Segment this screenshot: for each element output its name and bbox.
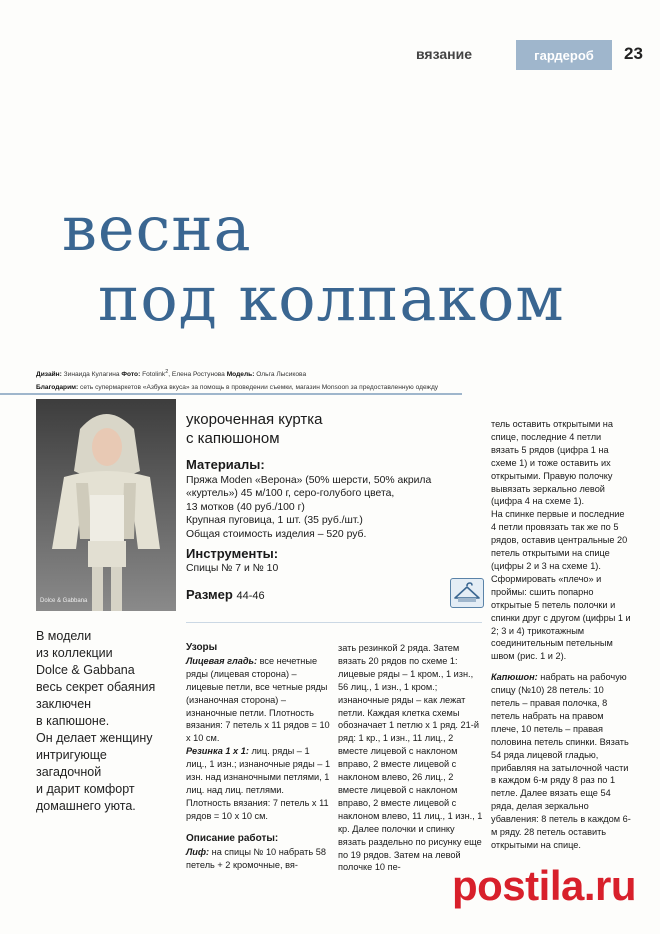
paragraph [491, 671, 631, 852]
watermark: postila.ru [452, 862, 637, 909]
text-column-3 [491, 418, 631, 852]
paragraph-text: тель оставить открытыми на спице, последние 4 петли вязать 5 рядов (цифра 1 на схеме 1) и тоже оставить их открытыми. Правую полочку вывязать зеркально левой (цифра 4 на схеме 1). [491, 419, 613, 507]
section-heading: Узоры [186, 642, 218, 653]
quote-line: загадочной [36, 765, 102, 779]
quote-line: и дарит комфорт [36, 782, 135, 796]
credits [36, 366, 656, 394]
spacer [491, 663, 631, 671]
quote-line: Он делает женщину [36, 731, 153, 745]
paragraph-text: на спицы № 10 набрать 58 петель + 2 кромочные, вя- [186, 846, 326, 870]
paragraph-text: все нечетные ряды (лицевая сторона) – лицевые петли, все четные ряды (изнаночная сторона) – изнаночные петли. Плотность вязания: 7 петель х 11 рядов = 10 х 10 см. [186, 655, 330, 744]
term: Лицевая гладь: [186, 655, 258, 666]
materials-line: Крупная пуговица, 1 шт. (35 руб./шт.) [186, 515, 363, 527]
text-column-1 [186, 642, 331, 871]
page-number: 23 [624, 44, 643, 63]
credit-label: Благодарим: [36, 384, 79, 392]
term: Капюшон: [491, 672, 538, 683]
garment-title [186, 410, 476, 448]
credit-value: Ольга Лысикова [254, 371, 307, 379]
garment-title-line: укороченная куртка [186, 411, 323, 428]
credit-sup: 2 [165, 369, 169, 375]
credit-value: Зинаида Кулагина [61, 371, 122, 379]
credit-value: , Елена Ростунова [168, 371, 227, 379]
materials-line: Пряжа Moden «Верона» (50% шерсти, 50% акрила [186, 475, 432, 486]
credit-label: Модель: [226, 371, 255, 379]
quote-line: заключен [36, 697, 92, 711]
model-photo-illustration [36, 399, 176, 611]
quote-line: интригующе [36, 748, 107, 762]
sidebar-quote [36, 628, 176, 815]
photo-caption: Dolce & Gabbana [40, 598, 88, 604]
term: Лиф: [186, 846, 210, 857]
quote-line: домашнего уюта. [36, 799, 136, 813]
quote-line: Dolce & Gabbana [36, 663, 135, 677]
paragraph [186, 745, 331, 822]
credits-line1 [36, 366, 656, 381]
credit-value: Fotolink [140, 371, 166, 379]
rubric-tab: гардероб [516, 40, 612, 70]
paragraph-text: лиц. ряды – 1 лиц., 1 изн.; изнаночные ряды – 1 изн. над изнаночными петлями, 1 лиц. над лиц. петлями. Плотность вязания: 7 петель х 11 рядов = 10 х 10 см. [186, 746, 331, 821]
size-line [186, 587, 265, 602]
credit-label: Фото: [121, 371, 141, 379]
tools-text: Спицы № 7 и № 10 [186, 563, 279, 574]
materials-line: «куртель») 45 м/100 г, серо-голубого цвета, [186, 488, 395, 500]
spacer [186, 823, 331, 833]
materials-line: 13 мотков (40 руб./100 г) [186, 501, 305, 513]
section-label: вязание [416, 46, 472, 62]
size-value: 44-46 [236, 590, 265, 602]
quote-line: весь секрет обаяния [36, 680, 156, 694]
model-photo [36, 399, 176, 611]
paragraph-text: На спинке первые и последние 4 петли провязать так же по 5 рядов, оставив центральные 20 петель открытыми на спице (цифры 2 и 3 на схеме 1). Сформировать «плечо» и проймы: сшить попарно открытые 5 петель полочки и спинки друг с другом (цифры 1 и 2; 3 и 4) трикотажным соединительным петельным швом (рис. 1 и 2). [491, 509, 631, 662]
materials-heading: Материалы: [186, 457, 265, 472]
paragraph-text: набрать на рабочую спицу (№10) 28 петель: 10 петель – правая полочка, 8 петель набрать на правом плече, 10 петель – правая половина петель спинки. Вязать 54 ряда лицевой гладью, прибавляя на затылочной части в каждом 6-м ряду 8 раз по 1 петле. Далее вязать еще 54 ряда, делая зеркально убавления: 8 петель в каждом 6-м ряду. 28 петель оставить открытыми на спице. [491, 672, 631, 850]
paragraph [186, 846, 331, 872]
size-label: Размер [186, 587, 233, 602]
credit-value: сеть супермаркетов «Азбука вкуса» за помощь в проведении съемки, магазин Monsoon за предоставленную одежду [78, 384, 439, 392]
divider [186, 622, 482, 623]
article-title-line2: под колпаком [98, 262, 565, 335]
text-column-2 [338, 642, 483, 874]
paragraph [186, 655, 331, 745]
quote-line: в капюшоне. [36, 714, 110, 728]
materials-list [186, 474, 486, 541]
garment-title-line: с капюшоном [186, 430, 280, 447]
paragraph-text: зать резинкой 2 ряда. Затем вязать 20 рядов по схеме 1: лицевые ряды – 1 кром., 1 изн., 56 лиц., 1 изн., 1 кром.; изнаночные ряды – как лежат петли. Каждая клетка схемы обозначает 1 петлю х 1 ряд. 21-й ряд: 1 кр., 1 изн., 11 лиц., 2 вместе лицевой с наклоном вправо, 2 вместе лицевой с наклоном влево, 26 лиц., 2 вместе лицевой с наклоном вправо, 2 вместе лицевой с наклоном влево, 11 лиц., 1 изн., 1 кр. Далее полочки и спинку вязать раздельно по рисунку еще по 19 рядов. Затем на левой полочке 10 пе- [338, 643, 483, 873]
article-title-line1: весна [62, 192, 252, 265]
divider [0, 393, 462, 395]
materials-line: Общая стоимость изделия – 520 руб. [186, 528, 367, 540]
term: Резинка 1 х 1: [186, 746, 249, 757]
credit-label: Дизайн: [36, 371, 62, 379]
section-heading: Описание работы: [186, 832, 279, 844]
tools-heading: Инструменты: [186, 546, 279, 561]
hanger-icon [450, 578, 484, 608]
quote-line: В модели [36, 629, 92, 643]
quote-line: из коллекции [36, 646, 113, 660]
